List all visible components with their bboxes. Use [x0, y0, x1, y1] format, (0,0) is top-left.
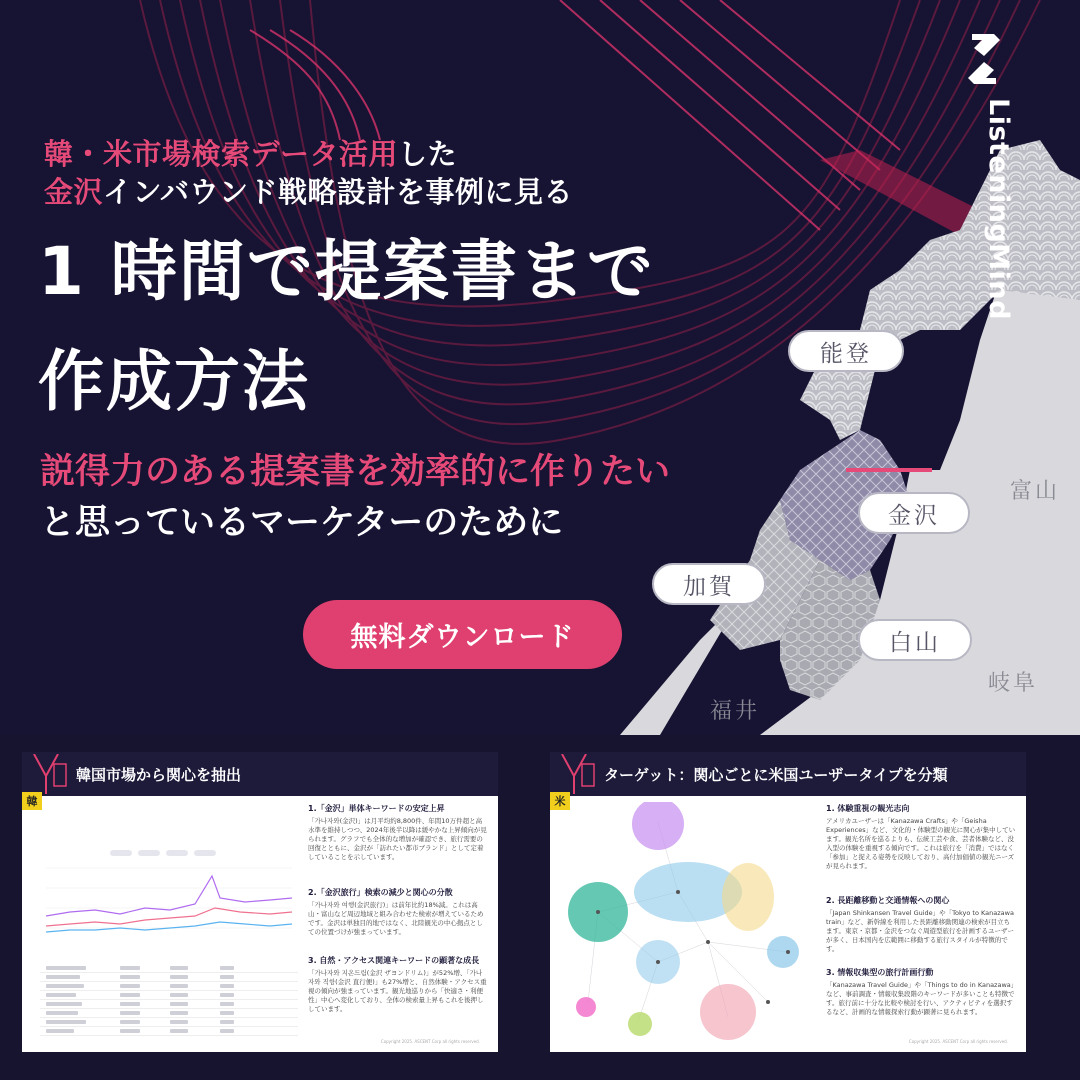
stats-row [40, 814, 296, 834]
brand-name: ListeningMind [983, 98, 1014, 320]
map-region-fukui: 福井 [710, 699, 761, 724]
table-row [40, 1000, 298, 1009]
kicker-line-2: 金沢インバウンド戦略設計を事例に見る [44, 175, 573, 209]
insight-body: 「Kanazawa Travel Guide」や「Things to do in Kanazawa」など、事前調査・情報収集段階のキーワードが多いことも特徴です。旅行前に十分な比較や検討を行い、アクティビティを選択するなど、計画的な情報探索行動が顕著に見られます。 [826, 981, 1015, 1016]
insight-section-3 [826, 968, 1016, 1017]
slide-copyright: Copyright 2025. ASCENT Corp all rights reserved. [908, 1039, 1008, 1044]
slide-corner-mark-icon [560, 754, 596, 794]
slide-copyright: Copyright 2025. ASCENT Corp all rights reserved. [380, 1039, 480, 1044]
table-row [40, 1018, 298, 1027]
slide-title: 韓国市場から関心を抽出 [76, 766, 242, 784]
slide-header [550, 752, 1026, 796]
insight-body: 「가나자와 지온드림(金沢 ザヨンドリム)」が52%増、「가나자와 직항(金沢 直行便)」も27%増と、自然体験・アクセス重視の傾向が強まっています。観光地巡りから「快適さ・利便性」中心へ変化しており、全体の検索量上昇もこれを後押ししています。 [308, 969, 487, 1013]
insight-heading: 1. 体験重視の観光志向 [826, 804, 910, 813]
map-region-gifu: 岐阜 [988, 671, 1039, 696]
map-label-kaga: 加賀 [652, 563, 766, 605]
insight-heading: 2. 長距離移動と交通情報への関心 [826, 896, 950, 905]
cluster-network-graph [558, 802, 818, 1042]
insight-heading: 2.「金沢旅行」検索の減少と関心の分散 [308, 888, 453, 897]
insight-section-2 [826, 896, 1016, 954]
insight-heading: 3. 情報収集型の旅行計画行動 [826, 968, 934, 977]
map-label-noto: 能登 [788, 330, 904, 372]
insight-body: 「가나자와 여행(金沢旅行)」は前年比約18%減。これは高山・富山など周辺地域と組み合わせた検索が増えているためです。金沢は単独目的地ではなく、北陸観光の中心拠点としての位置づけが強まっています。 [308, 901, 484, 936]
map-label-hakusan: 白山 [858, 619, 972, 661]
table-row [40, 1009, 298, 1018]
subheadline-dash [846, 468, 932, 472]
table-row [40, 1027, 298, 1036]
insight-section-1 [826, 804, 1016, 871]
subheadline-line-2: と思っているマーケターのために [40, 503, 564, 543]
country-tag: 韓 [22, 792, 42, 810]
slide-header [22, 752, 498, 796]
slide-preview-us [550, 752, 1026, 1052]
keyword-trend-chart [40, 838, 298, 948]
insight-body: 「Japan Shinkansen Travel Guide」や「Tokyo to Kanazawa train」など、新幹線を利用した長距離移動関連の検索が目立ちます。東京・京都・金沢をつなぐ周遊型旅行を計画するユーザーが多く、日本国内を広範囲に移動する旅行スタイルが特徴的です。 [826, 909, 1014, 953]
free-download-button[interactable]: 無料ダウンロード [303, 600, 622, 669]
table-row [40, 973, 298, 982]
insight-section-3 [308, 956, 488, 1014]
headline-line-1: 1 時間で提案書まで [38, 233, 655, 310]
table-row [40, 964, 298, 973]
insight-section-1 [308, 804, 488, 862]
listeningmind-logo-icon [964, 30, 1004, 88]
keyword-table [40, 964, 298, 1036]
subheadline-line-1: 説得力のある提案書を効率的に作りたい [40, 452, 671, 492]
table-row [40, 991, 298, 1000]
map-label-kanazawa: 金沢 [858, 492, 970, 534]
kicker-line-1: 韓・米市場検索データ活用した [44, 137, 458, 171]
insight-body: 「가나자와(金沢)」は月平均約8,800件、年間10万件超と高水準を維持しつつ、2024年後半以降は緩やかな上昇傾向が見られます。グラフでも全体的な増加が確認でき、旅行需要の回復とともに、金沢が「訪れたい都市ブランド」として定着していることを示しています。 [308, 817, 487, 861]
insight-body: アメリカユーザーは「Kanazawa Crafts」や「Geisha Experiences」など、文化的・体験型の観光に関心が集中しています。観光名所を巡るよりも、伝統工芸や食、芸者体験など、没入型の体験を重視する傾向です。これは旅行を「消費」ではなく「参加」と捉える姿勢を反映しており、高付加価値の観光ニーズが見られます。 [826, 817, 1016, 870]
slide-title: ターゲット：関心ごとに米国ユーザータイプを分類 [604, 766, 948, 784]
insight-heading: 1.「金沢」単体キーワードの安定上昇 [308, 804, 445, 813]
country-tag: 米 [550, 792, 570, 810]
slide-corner-mark-icon [32, 754, 68, 794]
insight-heading: 3. 自然・アクセス関連キーワードの顕著な成長 [308, 956, 480, 965]
headline-line-2: 作成方法 [38, 343, 310, 420]
table-row [40, 982, 298, 991]
slide-preview-korea [22, 752, 498, 1052]
insight-section-2 [308, 888, 488, 937]
brand-logo [958, 30, 1014, 320]
map-region-toyama: 富山 [1010, 479, 1061, 504]
